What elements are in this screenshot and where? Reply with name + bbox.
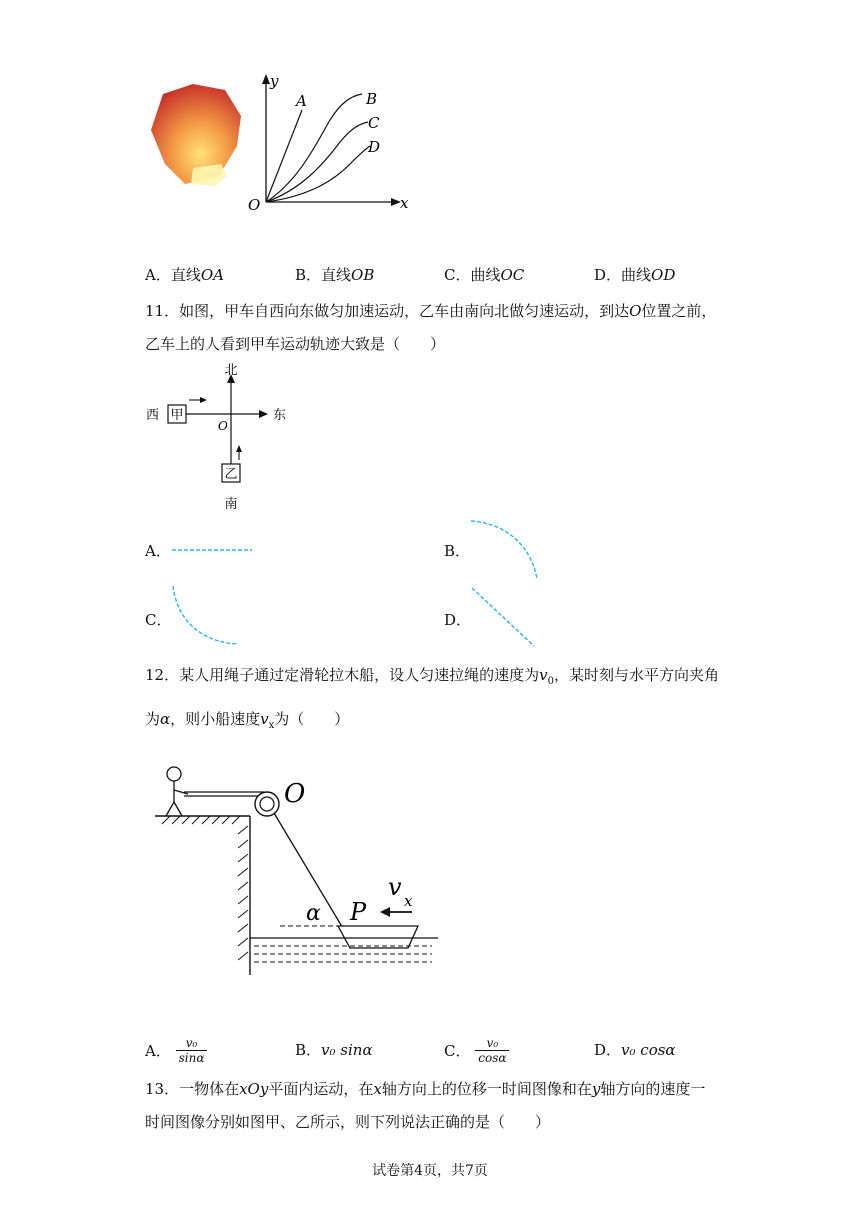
east-label: 东: [273, 408, 287, 423]
curve-ob: [266, 94, 362, 202]
q11-stem-line1: 11．如图，甲车自西向东做匀加速运动，乙车由南向北做匀速运动，到达O位置之前，: [145, 302, 717, 320]
q11-option-d-trajectory: [468, 584, 542, 650]
q11-direction-figure: [140, 358, 300, 514]
velocity-sub-label: x: [404, 892, 413, 910]
q11-option-a-trajectory: [170, 540, 260, 560]
south-label: 南: [224, 497, 238, 512]
sky-lantern-icon: [145, 80, 245, 195]
q10-option-d[interactable]: D．曲线OD: [594, 266, 676, 284]
q12-stem-line1: 12．某人用绳子通过定滑轮拉木船，设人匀速拉绳的速度为$v_0$，某时刻与水平方向夹角: [145, 666, 719, 687]
q12-option-b[interactable]: B．v₀ sinα: [295, 1041, 373, 1059]
q13-stem-line2: 时间图像分别如图甲、乙所示，则下列说法正确的是（ ）: [145, 1113, 551, 1131]
north-label: 北: [224, 363, 238, 378]
q12-option-c[interactable]: C． $\frac{\text{v₀}}{\cos\alpha}$: [444, 1036, 509, 1065]
q11-option-b-trajectory: [465, 515, 545, 585]
q10-option-b[interactable]: B．直线OB: [295, 266, 375, 284]
q11-option-b[interactable]: B．: [444, 542, 471, 560]
q11-option-d[interactable]: D．: [444, 611, 472, 629]
q11-option-a[interactable]: A．: [145, 542, 171, 560]
position-graph: [240, 70, 420, 220]
curve-label-c: C: [368, 114, 380, 132]
curve-label-b: B: [366, 90, 378, 108]
page-footer: 试卷第4页，共7页: [372, 1163, 488, 1179]
q12-option-a[interactable]: A． $\frac{\text{v₀}}{\sin\alpha}$: [145, 1036, 207, 1065]
car-yi-label: 乙: [224, 467, 238, 482]
axis-y-label: y: [270, 72, 279, 90]
curve-label-d: D: [368, 138, 381, 156]
lantern-image: [145, 80, 245, 195]
q13-stem-line1: 13．一物体在xOy平面内运动，在x轴方向上的位移一时间图像和在y轴方向的速度一: [145, 1080, 706, 1098]
q10-option-c[interactable]: C．曲线OC: [444, 266, 525, 284]
point-p-label: P: [350, 898, 367, 926]
car-jia-label: 甲: [170, 408, 184, 423]
q11-option-c[interactable]: C．: [145, 611, 172, 629]
curve-od: [266, 146, 370, 202]
axis-x-label: x: [400, 194, 409, 212]
angle-alpha-label: α: [306, 901, 321, 926]
q11-option-c-trajectory: [165, 582, 245, 650]
west-label: 西: [146, 408, 160, 423]
velocity-v-label: v: [388, 873, 402, 901]
origin-o-label: O: [218, 419, 228, 433]
q10-option-a[interactable]: A．直线OA: [145, 266, 224, 284]
q12-option-d[interactable]: D．v₀ cosα: [594, 1041, 676, 1059]
curve-label-a: A: [296, 92, 307, 110]
origin-label: O: [248, 196, 261, 214]
q11-stem-line2: 乙车上的人看到甲车运动轨迹大致是（ ）: [145, 335, 446, 353]
q12-pulley-figure: [150, 760, 450, 980]
q12-stem-line2: 为α，则小船速度$v_x$为（ ）: [145, 710, 350, 731]
pulley-o-label: O: [284, 779, 306, 809]
